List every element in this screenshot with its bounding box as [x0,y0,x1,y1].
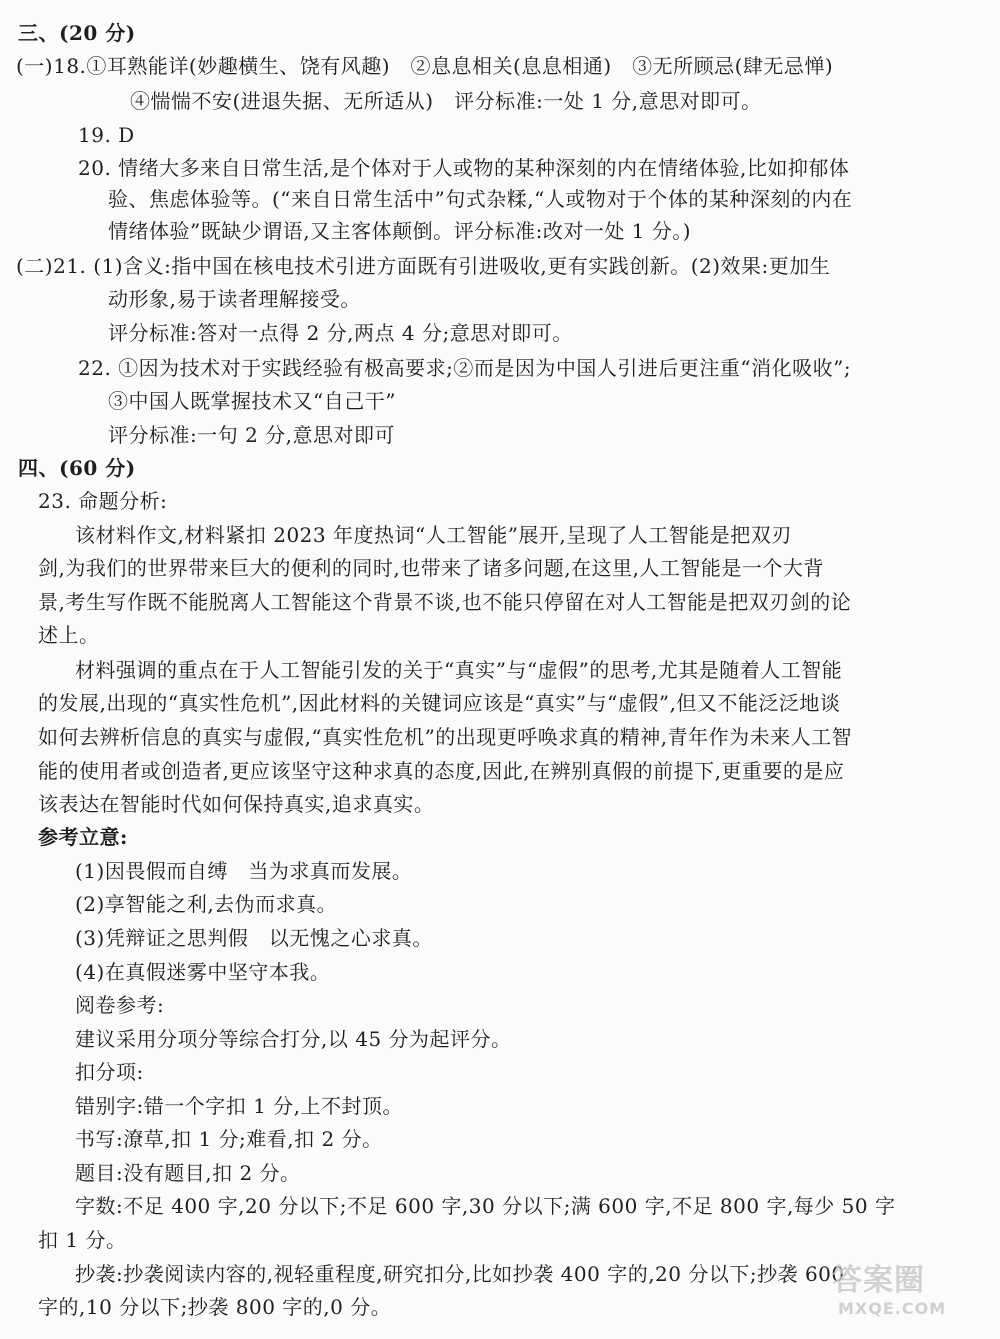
answer-20-line-3: 情绪体验”既缺少谓语,又主客体颠倒。评分标准:改对一处 1 分。) [108,219,692,243]
watermark-url: MXQE.COM [838,1299,947,1318]
answer-18-line-2: ④惴惴不安(进退失据、无所适从) 评分标准:一处 1 分,意思对即可。 [130,89,762,113]
answer-20-line-2: 验、焦虑体验等。(“来自日常生活中”句式杂糅,“人或物对于个体的某种深刻的内在 [108,187,853,211]
analysis-paragraph-2-line-2: 的发展,出现的“真实性危机”,因此材料的关键词应该是“真实”与“虚假”,但又不能泛泛地谈 [38,691,841,715]
answer-20-line-1: 20. 情绪大多来自日常生活,是个体对于人或物的某种深刻的内在情绪体验,比如抑郁体 [78,156,850,180]
analysis-paragraph-1-line-4: 述上。 [38,623,100,647]
answer-19: 19. D [78,123,135,147]
analysis-paragraph-1-line-1: 该材料作文,材料紧扣 2023 年度热词“人工智能”展开,呈现了人工智能是把双刃 [75,523,792,547]
answer-21-line-1: (二)21. (1)含义:指中国在核电技术引进方面既有引进吸收,更有实践创新。(2)效果:更加生 [16,254,831,278]
analysis-paragraph-2-line-1: 材料强调的重点在于人工智能引发的关于“真实”与“虚假”的思考,尤其是随着人工智能 [75,658,843,682]
theme-item-3: (3)凭辩证之思判假 以无愧之心求真。 [75,926,433,950]
analysis-paragraph-2-line-5: 该表达在智能时代如何保持真实,追求真实。 [38,792,435,816]
deduction-handwriting: 书写:潦草,扣 1 分;难看,扣 2 分。 [75,1127,383,1151]
site-watermark [832,1265,982,1319]
answer-22-line-2: ③中国人既掌握技术又“自己干” [108,389,396,413]
answer-22-scoring: 评分标准:一句 2 分,意思对即可 [108,423,396,447]
answer-21-scoring: 评分标准:答对一点得 2 分,两点 4 分;意思对即可。 [108,321,573,345]
theme-item-1: (1)因畏假而自缚 当为求真而发展。 [75,859,413,883]
deduction-typos: 错别字:错一个字扣 1 分,上不封顶。 [75,1094,404,1118]
section-heading-4: 四、(60 分) [18,456,136,480]
answer-18-line-1: (一)18.①耳熟能详(妙趣横生、饶有风趣) ②息息相关(息息相通) ③无所顾忌(肆无忌惮) [16,54,834,78]
analysis-paragraph-1-line-3: 景,考生写作既不能脱离人工智能这个背景不谈,也不能只停留在对人工智能是把双刃剑的论 [38,590,852,614]
reference-theme-heading: 参考立意: [38,825,128,849]
answer-21-line-2: 动形象,易于读者理解接受。 [108,287,361,311]
answer-22-line-1: 22. ①因为技术对于实践经验有极高要求;②而是因为中国人引进后更注重“消化吸收”; [78,356,852,380]
grading-reference-heading: 阅卷参考: [75,993,165,1017]
watermark-logo-text: 答案圈 [832,1263,925,1298]
deduction-word-count-line-1: 字数:不足 400 字,20 分以下;不足 600 字,30 分以下;满 600 字,不足 800 字,每少 50 字 [75,1194,896,1218]
deduction-word-count-line-2: 扣 1 分。 [38,1228,127,1252]
theme-item-2: (2)享智能之利,去伪而求真。 [75,892,338,916]
analysis-paragraph-2-line-4: 能的使用者或创造者,更应该坚守这种求真的态度,因此,在辨别真假的前提下,更重要的是应 [38,759,845,783]
analysis-paragraph-2-line-3: 如何去辨析信息的真实与虚假,“真实性危机”的出现更呼唤求真的精神,青年作为未来人工智 [38,725,853,749]
essay-analysis-heading: 23. 命题分析: [38,489,168,513]
grading-suggestion: 建议采用分项分等综合打分,以 45 分为起评分。 [75,1027,512,1051]
deduction-heading: 扣分项: [75,1060,144,1084]
theme-item-4: (4)在真假迷雾中坚守本我。 [75,960,331,984]
deduction-plagiarism-line-2: 字的,10 分以下;抄袭 800 字的,0 分。 [38,1295,392,1319]
deduction-title: 题目:没有题目,扣 2 分。 [75,1161,301,1185]
deduction-plagiarism-line-1: 抄袭:抄袭阅读内容的,视轻重程度,研究扣分,比如抄袭 400 字的,20 分以下;抄袭 600 [75,1262,845,1286]
section-heading-3: 三、(20 分) [18,21,136,45]
analysis-paragraph-1-line-2: 剑,为我们的世界带来巨大的便利的同时,也带来了诸多问题,在这里,人工智能是一个大背 [38,556,824,580]
